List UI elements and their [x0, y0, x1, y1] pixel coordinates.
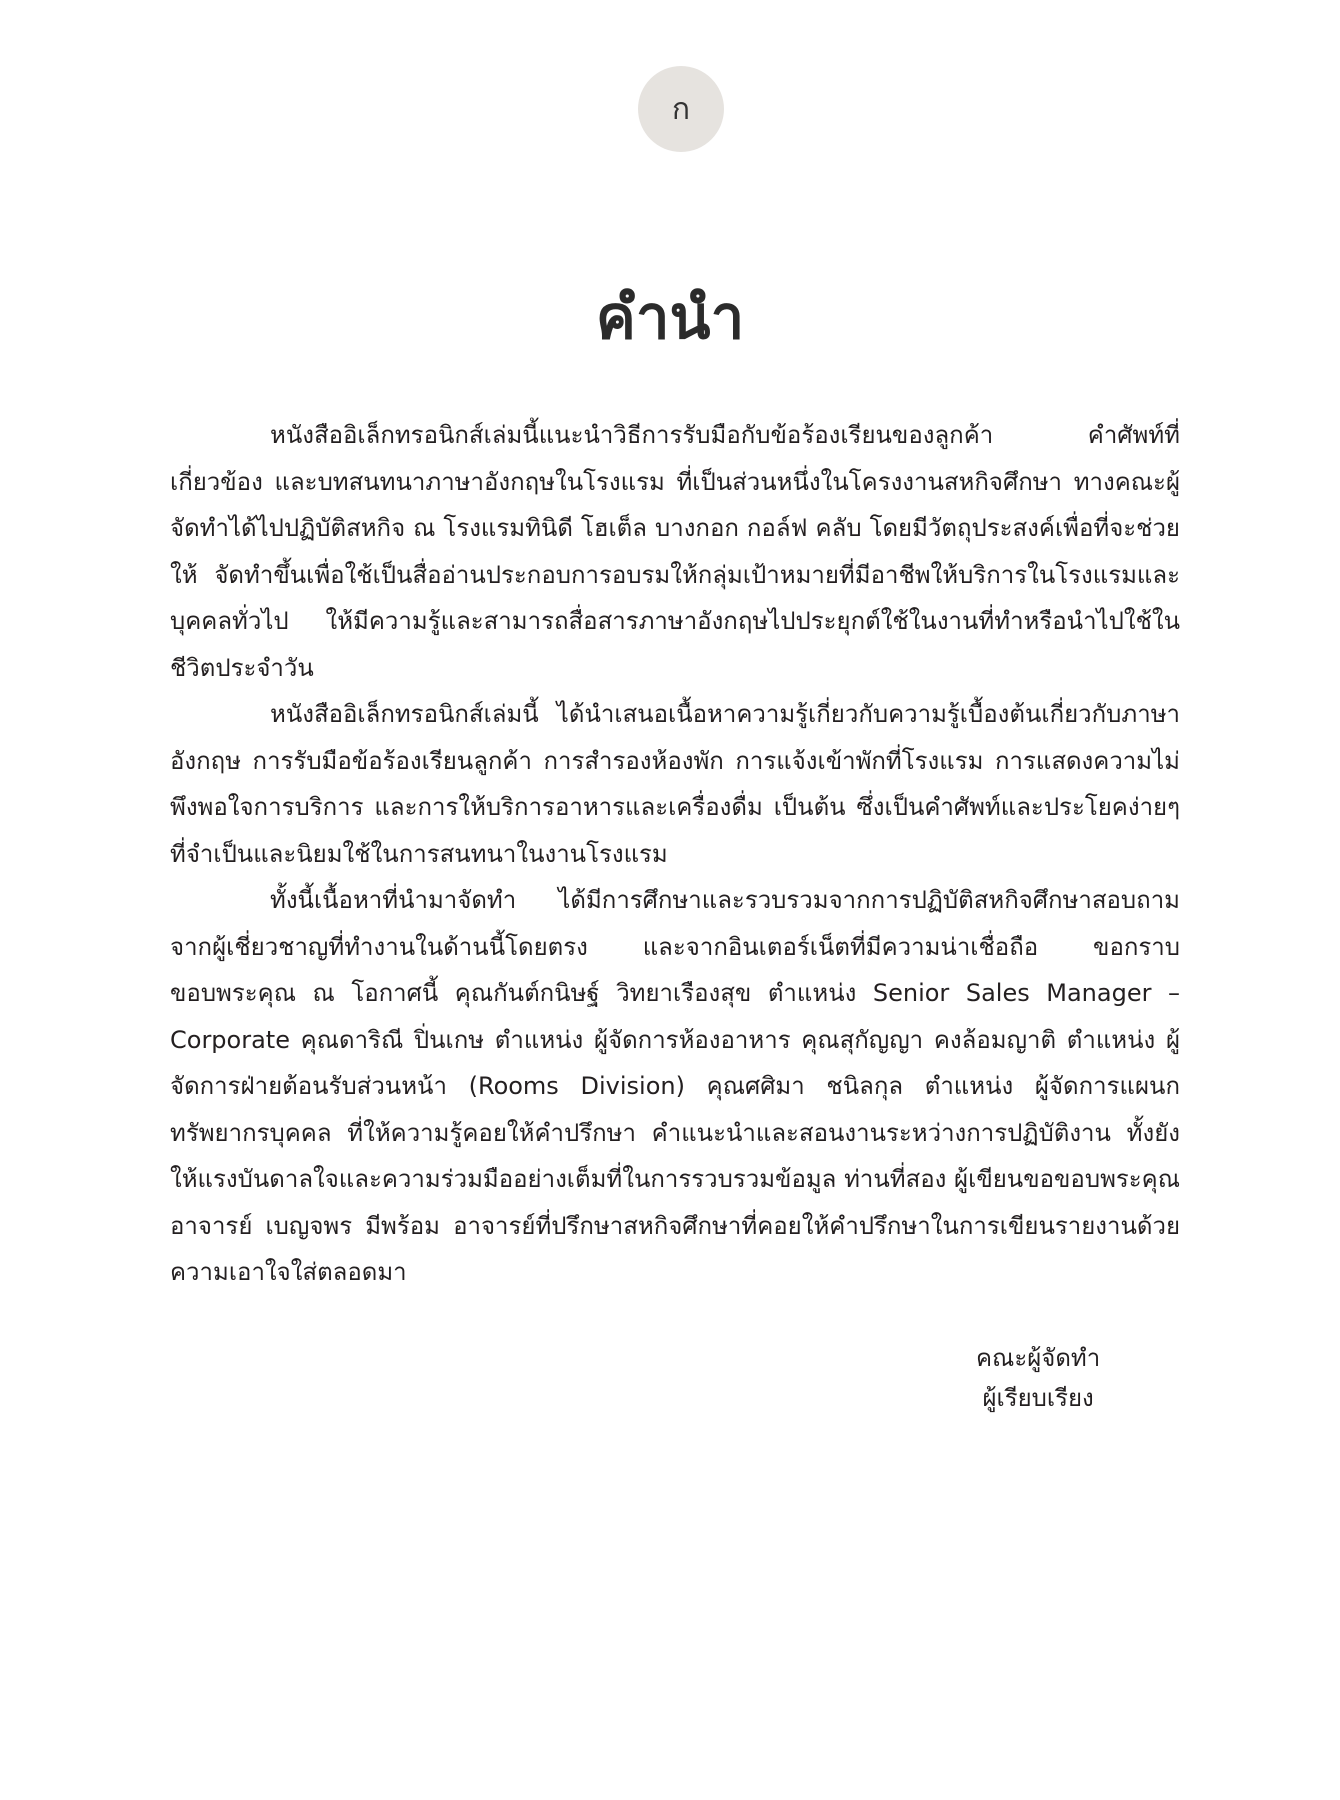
- preface-body: [170, 412, 1180, 1296]
- signature-line-1: คณะผู้จัดทำ: [976, 1344, 1101, 1372]
- paragraph-3: ทั้งนี้เนื้อหาที่นำมาจัดทำ ได้มีการศึกษาและรวบรวมจากการปฏิบัติสหกิจศึกษาสอบถามจากผู้เชี่ยวชาญที่ทำงานในด้านนี้โดยตรง และจากอินเตอร์เน็ตที่มีความน่าเชื่อถือ ขอกราบขอบพระคุณ ณ โอกาศนี้ คุณกันต์กนิษฐ์ วิทยาเรืองสุข ตำแหน่ง Senior Sales Manager – Corporate คุณดาริณี ปิ่นเกษ ตำแหน่ง ผู้จัดการห้องอาหาร คุณสุกัญญา คงล้อมญาติ ตำแหน่ง ผู้จัดการฝ่ายต้อนรับส่วนหน้า (Rooms Division) คุณศศิมา ชนิลกุล ตำแหน่ง ผู้จัดการแผนกทรัพยากรบุคคล ที่ให้ความรู้คอยให้คำปรึกษา คำแนะนำและสอนงานระหว่างการปฏิบัติงาน ทั้งยังให้แรงบันดาลใจและความร่วมมืออย่างเต็มที่ในการรวบรวมข้อมูล ท่านที่สอง ผู้เขียนขอขอบพระคุณอาจารย์ เบญจพร มีพร้อม อาจารย์ที่ปรึกษาสหกิจศึกษาที่คอยให้คำปรึกษาในการเขียนรายงานด้วยความเอาใจใส่ตลอดมา: [170, 886, 1180, 1286]
- page-number-badge: [638, 66, 724, 152]
- page-title: คำนำ: [595, 283, 745, 353]
- signature-block: [976, 1338, 1100, 1418]
- paragraph-1: หนังสืออิเล็กทรอนิกส์เล่มนี้แนะนำวิธีการรับมือกับข้อร้องเรียนของลูกค้า คำศัพท์ที่เกี่ยวข้อง และบทสนทนาภาษาอังกฤษในโรงแรม ที่เป็นส่วนหนึ่งในโครงงานสหกิจศึกษา ทางคณะผู้จัดทำได้ไปปฏิบัติสหกิจ ณ โรงแรมทินิดี โฮเต็ล บางกอก กอล์ฟ คลับ โดยมีวัตถุประสงค์เพื่อที่จะช่วยให้ จัดทำขึ้นเพื่อใช้เป็นสื่ออ่านประกอบการอบรมให้กลุ่มเป้าหมายที่มีอาชีพให้บริการในโรงแรมและบุคคลทั่วไป ให้มีความรู้และสามารถสื่อสารภาษาอังกฤษไปประยุกต์ใช้ในงานที่ทำหรือนำไปใช้ในชีวิตประจำวัน: [170, 421, 1180, 682]
- paragraph-2: หนังสืออิเล็กทรอนิกส์เล่มนี้ ได้นำเสนอเนื้อหาความรู้เกี่ยวกับความรู้เบื้องต้นเกี่ยวกับภาษาอังกฤษ การรับมือข้อร้องเรียนลูกค้า การสำรองห้องพัก การแจ้งเข้าพักที่โรงแรม การแสดงความไม่พึงพอใจการบริการ และการให้บริการอาหารและเครื่องดื่ม เป็นต้น ซึ่งเป็นคำศัพท์และประโยคง่ายๆ ที่จำเป็นและนิยมใช้ในการสนทนาในงานโรงแรม: [170, 700, 1180, 868]
- signature-line-2: ผู้เรียบเรียง: [982, 1384, 1094, 1412]
- page-number: ก: [671, 91, 691, 127]
